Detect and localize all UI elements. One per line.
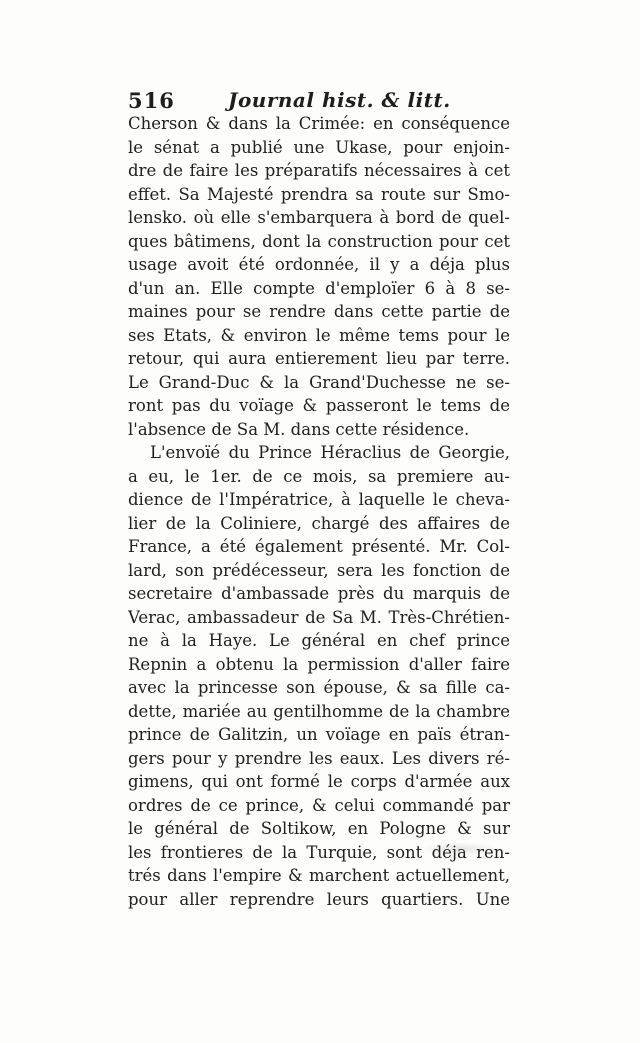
text-line: France, a été également présenté. Mr. Col- xyxy=(128,537,510,556)
text-line: effet. Sa Majesté prendra sa route sur Smo- xyxy=(128,184,510,204)
text-line: ront pas du voïage & passeront le tems de xyxy=(128,396,510,415)
page-header xyxy=(128,88,518,114)
text-line: lensko. où elle s'embarquera à bord de quel- xyxy=(128,208,510,227)
text-line: dre de faire les préparatifs nécessaires à cet xyxy=(128,161,510,180)
text-line: retour, qui aura entierement lieu par terre. xyxy=(128,349,510,368)
text-line: secretaire d'ambassade près du marquis de xyxy=(128,584,510,603)
text-line: dette, mariée au gentilhomme de la chambre xyxy=(128,701,510,721)
text-line: pour aller reprendre leurs quartiers. Une xyxy=(128,889,510,909)
text-line: gers pour y prendre les eaux. Les divers ré- xyxy=(128,748,510,768)
text-line: L'envoïé du Prince Héraclius de Georgie, xyxy=(150,443,510,462)
text-line: ordres de ce prince, & celui commandé par xyxy=(128,795,510,815)
running-title: Journal hist. & litt. xyxy=(228,88,451,112)
text-line: usage avoit été ordonnée, il y a déja plus xyxy=(128,255,510,274)
text-line: Le Grand-Duc & la Grand'Duchesse ne se- xyxy=(128,372,510,392)
text-line: gimens, qui ont formé le corps d'armée aux xyxy=(128,772,510,791)
text-line: ses Etats, & environ le même tems pour le xyxy=(128,325,510,345)
text-line: trés dans l'empire & marchent actuellement, xyxy=(128,866,510,885)
text-line: ne à la Haye. Le général en chef prince xyxy=(128,631,510,650)
text-line: a eu, le 1er. de ce mois, sa premiere au- xyxy=(128,466,510,486)
text-line: lard, son prédécesseur, sera les fonction de xyxy=(128,560,510,580)
text-line: ques bâtimens, dont la construction pour cet xyxy=(128,231,510,251)
text-line: Repnin a obtenu la permission d'aller faire xyxy=(128,654,510,674)
text-line: les frontieres de la Turquie, sont déja ren- xyxy=(128,842,510,862)
page-number: 516 xyxy=(128,88,175,113)
text-line: prince de Galitzin, un voïage en païs étran- xyxy=(128,725,510,744)
text-line: Cherson & dans la Crimée: en conséquence xyxy=(128,114,510,133)
text-line: le sénat a publié une Ukase, pour enjoin- xyxy=(128,137,510,157)
text-line: l'absence de Sa M. dans cette résidence. xyxy=(128,419,470,439)
text-line: d'un an. Elle compte d'emploïer 6 à 8 se- xyxy=(128,278,510,298)
text-line: maines pour se rendre dans cette partie de xyxy=(128,302,510,321)
text-line: avec la princesse son épouse, & sa fille ca- xyxy=(128,678,510,697)
text-line: dience de l'Impératrice, à laquelle le cheva- xyxy=(128,490,510,509)
text-line: lier de la Coliniere, chargé des affaires de xyxy=(128,513,510,533)
text-line: Verac, ambassadeur de Sa M. Très-Chrétien- xyxy=(128,607,510,627)
text-line: le général de Soltikow, en Pologne & sur xyxy=(128,819,510,838)
body-text xyxy=(128,112,510,911)
ink-smudge xyxy=(420,842,500,856)
